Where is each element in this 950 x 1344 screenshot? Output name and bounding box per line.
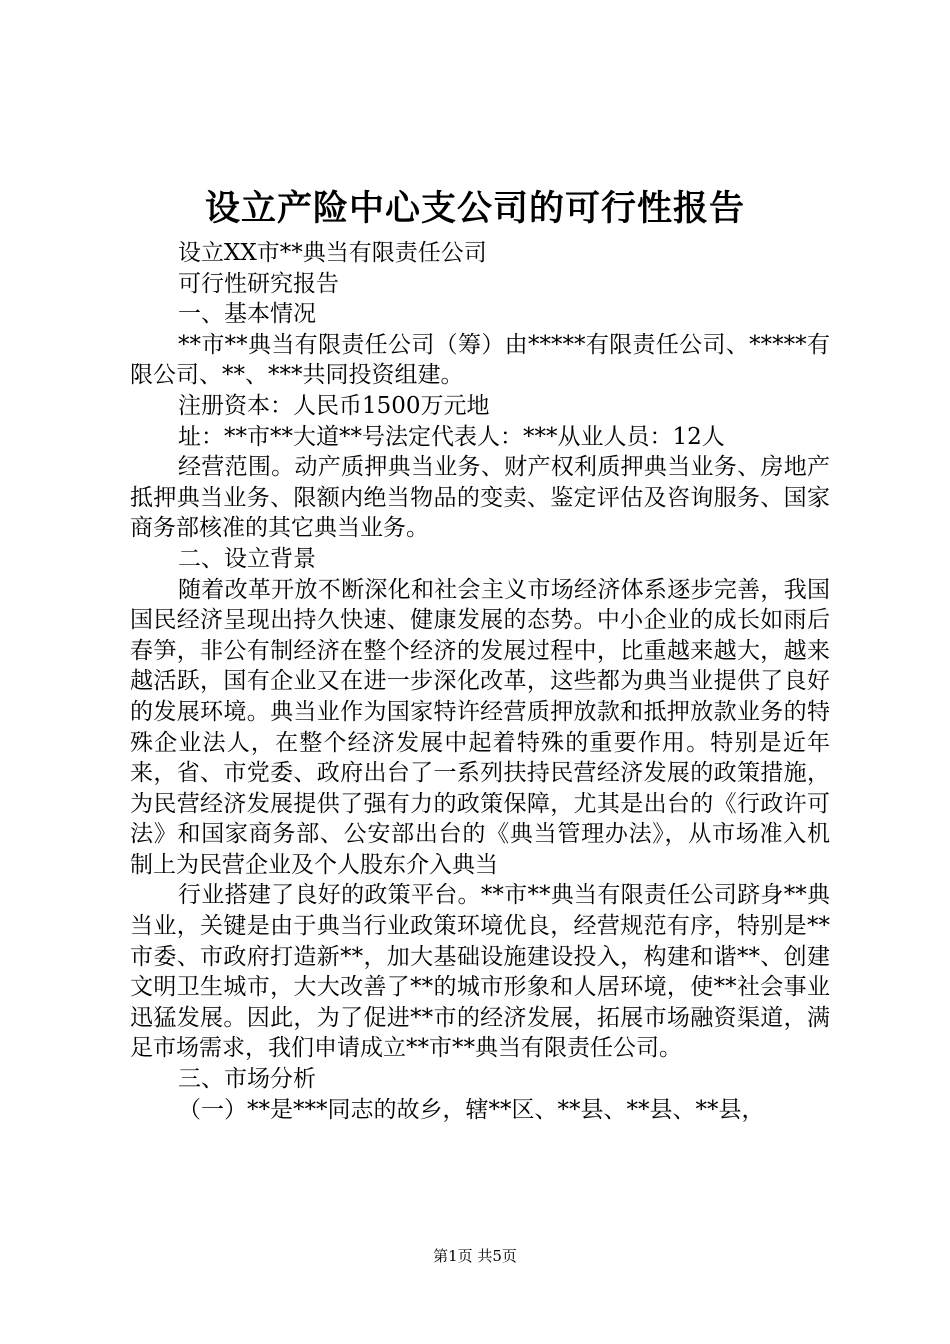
section-heading-market-analysis: 三、市场分析	[178, 1066, 316, 1093]
paragraph-company-name: 设立XX市**典当有限责任公司	[178, 240, 487, 266]
paragraph-address: 址：**市**大道**号法定代表人：***从业人员：12人	[178, 423, 725, 450]
document-body	[130, 238, 830, 1125]
paragraph-background-2: 行业搭建了良好的政策平台。**市**典当有限责任公司跻身**典当业，关键是由于典当行业政策环境优良，经营规范有序，特别是**市委、市政府打造新**，加大基础设施建设投入，构建和谐**、创建文明卫生城市，大大改善了**的城市形象和人居环境，使**社会事业迅猛发展。因此，为了促进**市的经济发展，拓展市场融资渠道，满足市场需求，我们申请成立**市**典当有限责任公司。	[130, 882, 830, 1062]
paragraph-business-scope: 经营范围。动产质押典当业务、财产权利质押典当业务、房地产抵押典当业务、限额内绝当物品的变卖、鉴定评估及咨询服务、国家商务部核准的其它典当业务。	[130, 454, 830, 542]
page-number-footer: 第1页 共5页	[433, 1247, 517, 1265]
paragraph-market-analysis-1: （一）**是***同志的故乡，辖**区、**县、**县、**县，	[178, 1096, 765, 1123]
section-heading-basic-info: 一、基本情况	[178, 301, 316, 328]
paragraph-registered-capital: 注册资本：人民币1500万元地	[178, 392, 490, 419]
document-title: 设立产险中心支公司的可行性报告	[204, 188, 745, 229]
section-heading-background: 二、设立背景	[178, 545, 316, 572]
paragraph-report-subtitle: 可行性研究报告	[178, 270, 339, 297]
paragraph-company-founders: **市**典当有限责任公司（筹）由*****有限责任公司、*****有限公司、**、***共同投资组建。	[130, 331, 830, 389]
paragraph-background-1: 随着改革开放不断深化和社会主义市场经济体系逐步完善，我国国民经济呈现出持久快速、健康发展的态势。中小企业的成长如雨后春笋，非公有制经济在整个经济的发展过程中，比重越来越大，越来越活跃，国有企业又在进一步深化改革，这些都为典当业提供了良好的发展环境。典当业作为国家特许经营质押放款和抵押放款业务的特殊企业法人，在整个经济发展中起着特殊的重要作用。特别是近年来，省、市党委、政府出台了一系列扶持民营经济发展的政策措施，为民营经济发展提供了强有力的政策保障，尤其是出台的《行政许可法》和国家商务部、公安部出台的《典当管理办法》，从市场准入机制上为民营企业及个人股东介入典当	[130, 576, 830, 878]
